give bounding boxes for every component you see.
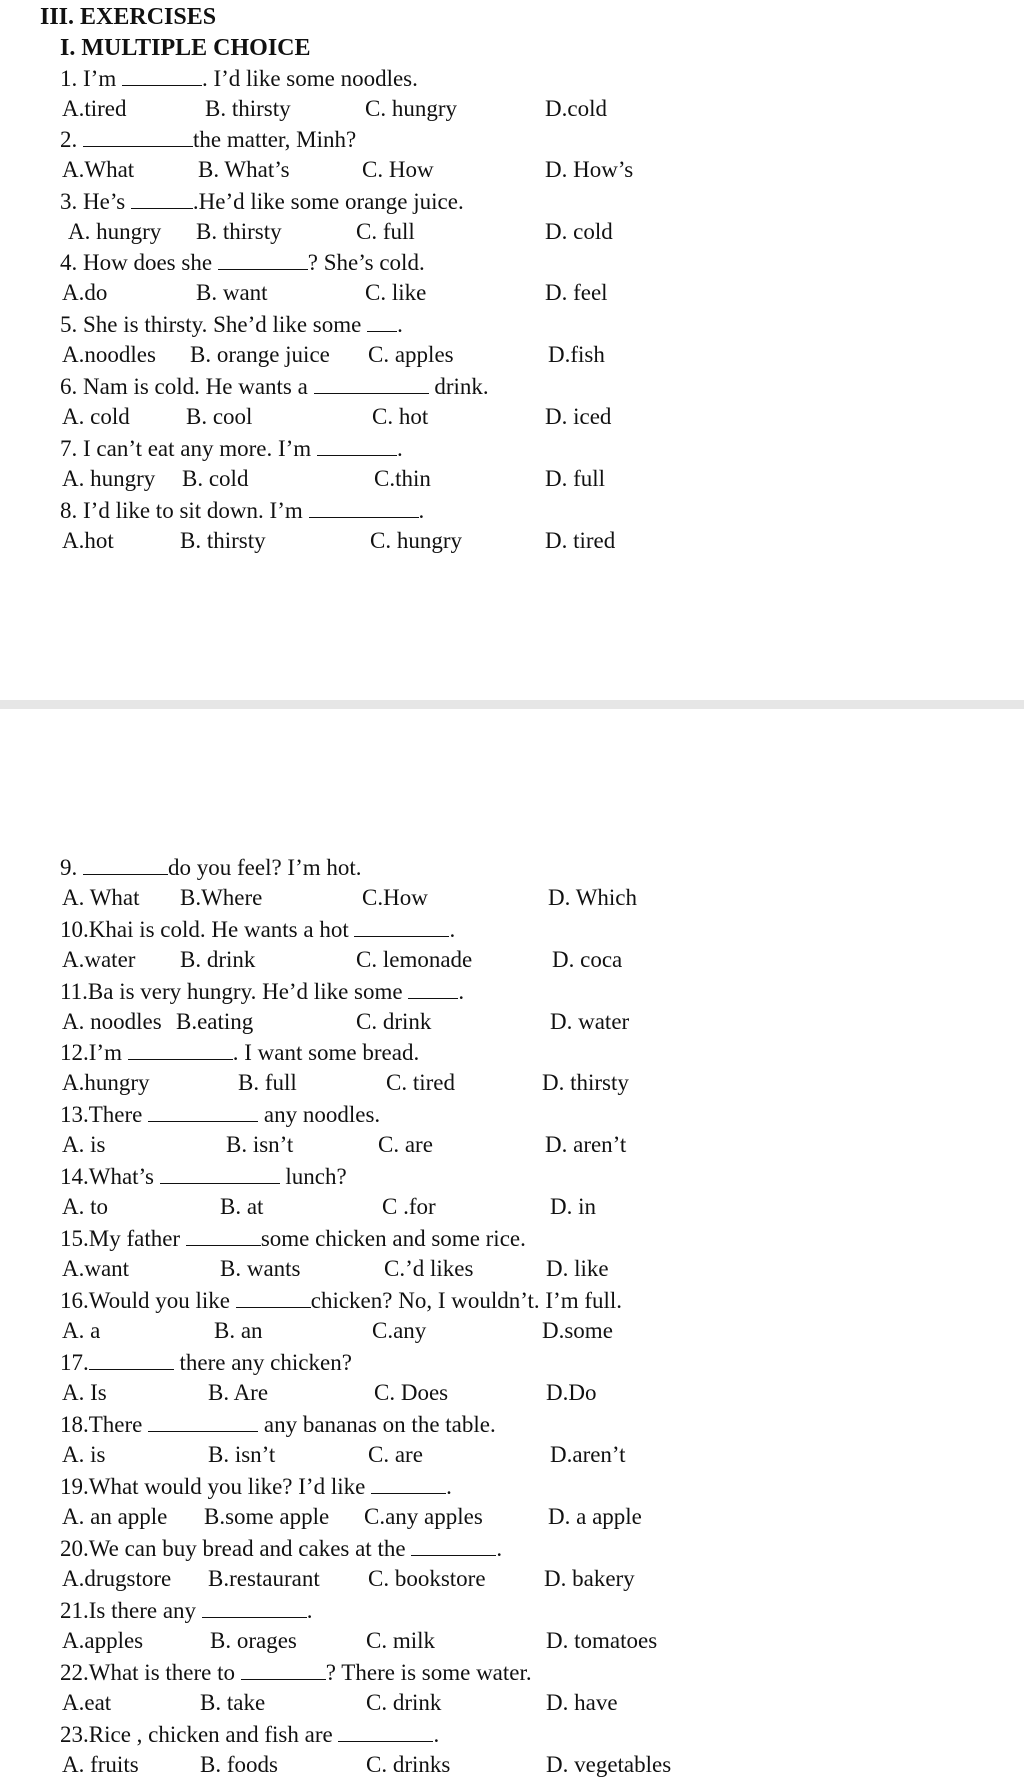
option-a[interactable]: A.drugstore [62, 1566, 172, 1591]
option-c[interactable]: C.’d likes [384, 1256, 474, 1281]
option-a[interactable]: A. is [62, 1442, 106, 1467]
answer-blank[interactable] [338, 1721, 433, 1742]
question-stem-start: Rice , chicken and fish are [88, 1722, 339, 1747]
option-b[interactable]: B. cool [186, 404, 253, 429]
answer-blank[interactable] [122, 65, 202, 86]
options-row [0, 278, 1024, 308]
option-d[interactable]: D.Do [546, 1380, 597, 1405]
options-row [0, 1254, 1024, 1284]
option-b[interactable]: B. thirsty [180, 528, 266, 553]
option-a[interactable]: A. an apple [62, 1504, 168, 1529]
question-stem-start: She is thirsty. She’d like some [83, 312, 368, 337]
option-d[interactable]: D. vegetables [546, 1752, 672, 1777]
question-15 [60, 1224, 526, 1254]
answer-blank[interactable] [131, 188, 193, 209]
question-number: 8. [60, 498, 83, 523]
option-d[interactable]: D. thirsty [542, 1070, 629, 1095]
question-number: 15. [60, 1226, 89, 1251]
option-d[interactable]: D.fish [548, 342, 605, 367]
question-stem-start: What would you like? I’d like [88, 1474, 372, 1499]
question-number: 19. [60, 1474, 89, 1499]
question-stem-start: I’d like to sit down. I’m [83, 498, 309, 523]
option-c[interactable]: C.any [372, 1318, 427, 1343]
answer-blank[interactable] [218, 249, 308, 270]
option-a[interactable]: A. What [62, 885, 140, 910]
answer-blank[interactable] [408, 978, 458, 999]
question-stem-end: .He’d like some orange juice. [192, 189, 464, 214]
option-d[interactable]: D. Which [548, 885, 638, 910]
option-d[interactable]: D. cold [545, 219, 613, 244]
question-11 [60, 977, 464, 1007]
option-b[interactable]: B. drink [180, 947, 256, 972]
options-row [0, 1750, 1024, 1780]
question-number: 6. [60, 374, 83, 399]
options-row [0, 1007, 1024, 1037]
question-17 [60, 1348, 352, 1378]
option-a[interactable]: A.do [62, 280, 108, 305]
option-a[interactable]: A.What [62, 157, 135, 182]
question-stem-end: . [396, 436, 403, 461]
option-a[interactable]: A.tired [62, 96, 127, 121]
option-d[interactable]: D. How’s [545, 157, 634, 182]
question-stem-start: Khai is cold. He wants a hot [88, 917, 355, 942]
options-row [0, 464, 1024, 494]
question-stem-start: Is there any [88, 1598, 202, 1623]
options-row [0, 1130, 1024, 1160]
options-row [0, 1626, 1024, 1656]
option-a[interactable]: A.hot [62, 528, 114, 553]
option-b[interactable]: B. foods [200, 1752, 278, 1777]
option-d[interactable]: D. feel [545, 280, 608, 305]
question-7 [60, 434, 403, 464]
option-c[interactable]: C. lemonade [356, 947, 473, 972]
option-d[interactable]: D. water [550, 1009, 630, 1034]
options-row [0, 1440, 1024, 1470]
option-d[interactable]: D. aren’t [545, 1132, 627, 1157]
option-a[interactable]: A.eat [62, 1690, 112, 1715]
question-number: 17. [60, 1350, 89, 1375]
question-number: 1. [60, 66, 83, 91]
question-stem-end: there any chicken? [173, 1350, 352, 1375]
question-1 [60, 64, 418, 94]
option-b[interactable]: B. wants [220, 1256, 301, 1281]
question-2 [60, 125, 356, 155]
question-stem-end: . I’d like some noodles. [201, 66, 418, 91]
option-d[interactable]: D. like [546, 1256, 609, 1281]
question-number: 12. [60, 1040, 89, 1065]
option-b[interactable]: B. thirsty [205, 96, 291, 121]
option-d[interactable]: D. full [545, 466, 606, 491]
answer-blank[interactable] [367, 311, 397, 332]
option-b[interactable]: B. Are [208, 1380, 269, 1405]
question-number: 18. [60, 1412, 89, 1437]
question-10 [60, 915, 455, 945]
option-a[interactable]: A.apples [62, 1628, 144, 1653]
option-c[interactable]: C. drinks [366, 1752, 451, 1777]
question-stem-start: There [88, 1412, 149, 1437]
question-stem-start: There [88, 1102, 149, 1127]
option-a[interactable]: A. hungry [68, 219, 162, 244]
option-c[interactable]: C. like [365, 280, 427, 305]
option-a[interactable]: A. is [62, 1132, 106, 1157]
option-b[interactable]: B. an [214, 1318, 263, 1343]
question-stem-end: . I want some bread. [232, 1040, 420, 1065]
question-stem-start: I can’t eat any more. I’m [83, 436, 317, 461]
question-number: 21. [60, 1598, 89, 1623]
question-stem-end: . [433, 1722, 440, 1747]
option-b[interactable]: B. thirsty [196, 219, 282, 244]
page-1 [0, 0, 1024, 700]
option-c[interactable]: C.How [362, 885, 428, 910]
option-a[interactable]: A. to [62, 1194, 108, 1219]
question-6 [60, 372, 489, 402]
question-stem-start: He’s [83, 189, 131, 214]
question-number: 16. [60, 1288, 89, 1313]
options-row [0, 1378, 1024, 1408]
question-stem-start: Ba is very hungry. He’d like some [87, 979, 409, 1004]
option-c[interactable]: C. hungry [370, 528, 462, 553]
question-stem-end: . [458, 979, 465, 1004]
question-stem-end: some chicken and some rice. [260, 1226, 526, 1251]
option-c[interactable]: C. full [356, 219, 415, 244]
question-number: 7. [60, 436, 83, 461]
option-b[interactable]: B. at [220, 1194, 264, 1219]
question-stem-end: the matter, Minh? [193, 127, 357, 152]
question-18 [60, 1410, 496, 1440]
option-a[interactable]: A. cold [62, 404, 130, 429]
option-d[interactable]: D. in [550, 1194, 596, 1219]
answer-blank[interactable] [186, 1225, 261, 1246]
options-row [0, 94, 1024, 124]
question-number: 13. [60, 1102, 89, 1127]
question-stem-start: We can buy bread and cakes at the [88, 1536, 412, 1561]
option-d[interactable]: D. coca [552, 947, 623, 972]
option-b[interactable]: B. isn’t [208, 1442, 276, 1467]
question-number: 10. [60, 917, 89, 942]
question-19 [60, 1472, 452, 1502]
option-b[interactable]: B.eating [176, 1009, 254, 1034]
answer-blank[interactable] [83, 854, 168, 875]
answer-blank[interactable] [411, 1535, 496, 1556]
option-c[interactable]: C. are [378, 1132, 433, 1157]
option-a[interactable]: A. hungry [62, 466, 156, 491]
options-row [0, 945, 1024, 975]
question-stem-end: . [418, 498, 425, 523]
option-b[interactable]: B. isn’t [226, 1132, 294, 1157]
question-5 [60, 310, 403, 340]
answer-blank[interactable] [371, 1473, 446, 1494]
question-23 [60, 1720, 439, 1750]
subsection-title: I. MULTIPLE CHOICE [60, 35, 311, 61]
question-number: 9. [60, 855, 83, 880]
question-stem-start: What’s [88, 1164, 160, 1189]
option-c[interactable]: C. drink [366, 1690, 442, 1715]
option-b[interactable]: B. orages [210, 1628, 297, 1653]
option-b[interactable]: B. take [200, 1690, 266, 1715]
option-d[interactable]: D. iced [545, 404, 612, 429]
question-stem-end: drink. [428, 374, 489, 399]
option-c[interactable]: C. milk [366, 1628, 436, 1653]
options-row [0, 883, 1024, 913]
answer-blank[interactable] [309, 497, 419, 518]
question-22 [60, 1658, 532, 1688]
question-number: 20. [60, 1536, 89, 1561]
question-stem-start: I’m [83, 66, 122, 91]
question-stem-end: ? She’s cold. [307, 250, 425, 275]
question-stem-end: do you feel? I’m hot. [168, 855, 362, 880]
question-20 [60, 1534, 502, 1564]
question-stem-start: I’m [88, 1040, 128, 1065]
options-row [0, 1192, 1024, 1222]
question-stem-end: lunch? [279, 1164, 347, 1189]
question-stem-end: chicken? No, I wouldn’t. I’m full. [310, 1288, 623, 1313]
answer-blank[interactable] [317, 435, 397, 456]
option-b[interactable]: B. cold [182, 466, 249, 491]
option-d[interactable]: D. have [546, 1690, 618, 1715]
option-b[interactable]: B. want [196, 280, 268, 305]
option-d[interactable]: D.aren’t [550, 1442, 626, 1467]
question-stem-end: . [306, 1598, 313, 1623]
question-stem-end: . [397, 312, 403, 337]
options-row [0, 1316, 1024, 1346]
option-a[interactable]: A.want [62, 1256, 130, 1281]
question-number: 2. [60, 127, 83, 152]
option-d[interactable]: D. tired [545, 528, 616, 553]
options-row [0, 1068, 1024, 1098]
options-row [0, 402, 1024, 432]
section-title: III. EXERCISES [40, 4, 217, 30]
answer-blank[interactable] [202, 1597, 307, 1618]
option-c[interactable]: C. apples [368, 342, 454, 367]
question-stem-start: Would you like [88, 1288, 236, 1313]
option-c[interactable]: C. are [368, 1442, 423, 1467]
question-number: 23. [60, 1722, 89, 1747]
answer-blank[interactable] [148, 1101, 258, 1122]
question-stem-end: ? There is some water. [325, 1660, 532, 1685]
option-d[interactable]: D. tomatoes [546, 1628, 658, 1653]
option-a[interactable]: A.water [62, 947, 136, 972]
question-number: 14. [60, 1164, 89, 1189]
options-row [0, 340, 1024, 370]
option-b[interactable]: B. full [238, 1070, 297, 1095]
question-4 [60, 248, 425, 278]
page-2 [0, 709, 1024, 1783]
answer-blank[interactable] [354, 916, 449, 937]
option-b[interactable]: B.restaurant [208, 1566, 320, 1591]
question-16 [60, 1286, 622, 1316]
options-row [0, 217, 1024, 247]
question-stem-end: any noodles. [258, 1102, 381, 1127]
option-c[interactable]: C. drink [356, 1009, 432, 1034]
question-stem-start: Nam is cold. He wants a [83, 374, 314, 399]
options-row [0, 526, 1024, 556]
answer-blank[interactable] [83, 126, 193, 147]
options-row [0, 1502, 1024, 1532]
option-c[interactable]: C. hungry [365, 96, 457, 121]
option-c[interactable]: C. tired [386, 1070, 455, 1095]
question-stem-end: . [496, 1536, 503, 1561]
option-d[interactable]: D.some [542, 1318, 613, 1343]
question-stem-end: . [449, 917, 456, 942]
question-21 [60, 1596, 313, 1626]
answer-blank[interactable] [160, 1163, 280, 1184]
option-c[interactable]: C. hot [372, 404, 429, 429]
question-12 [60, 1038, 419, 1068]
question-stem-start: How does she [83, 250, 218, 275]
option-a[interactable]: A.hungry [62, 1070, 150, 1095]
question-3 [60, 187, 464, 217]
option-b[interactable]: B.some apple [204, 1504, 330, 1529]
options-row [0, 155, 1024, 185]
options-row [0, 1688, 1024, 1718]
question-stem-end: any bananas on the table. [258, 1412, 496, 1437]
answer-blank[interactable] [89, 1349, 174, 1370]
option-a[interactable]: A.noodles [62, 342, 156, 367]
option-a[interactable]: A. a [62, 1318, 101, 1343]
answer-blank[interactable] [148, 1411, 258, 1432]
option-d[interactable]: D. a apple [548, 1504, 642, 1529]
question-8 [60, 496, 424, 526]
answer-blank[interactable] [314, 373, 429, 394]
answer-blank[interactable] [128, 1039, 233, 1060]
option-a[interactable]: A. Is [62, 1380, 107, 1405]
page-separator [0, 700, 1024, 709]
option-c[interactable]: C.thin [374, 466, 431, 491]
option-d[interactable]: D.cold [545, 96, 607, 121]
answer-blank[interactable] [236, 1287, 311, 1308]
option-c[interactable]: C. Does [374, 1380, 449, 1405]
option-a[interactable]: A. noodles [62, 1009, 162, 1034]
option-c[interactable]: C .for [382, 1194, 436, 1219]
question-stem-start: My father [88, 1226, 186, 1251]
question-9 [60, 853, 362, 883]
option-c[interactable]: C. How [362, 157, 434, 182]
options-row [0, 1564, 1024, 1594]
option-c[interactable]: C.any apples [364, 1504, 483, 1529]
question-number: 4. [60, 250, 83, 275]
question-number: 5. [60, 312, 83, 337]
question-stem-end: . [446, 1474, 452, 1499]
option-c[interactable]: C. bookstore [368, 1566, 486, 1591]
question-13 [60, 1100, 380, 1130]
question-number: 11. [60, 979, 88, 1004]
option-d[interactable]: D. bakery [544, 1566, 635, 1591]
answer-blank[interactable] [241, 1659, 326, 1680]
option-b[interactable]: B. What’s [198, 157, 290, 182]
question-stem-start: What is there to [88, 1660, 241, 1685]
question-number: 22. [60, 1660, 89, 1685]
option-b[interactable]: B. orange juice [190, 342, 330, 367]
option-a[interactable]: A. fruits [62, 1752, 139, 1777]
question-number: 3. [60, 189, 83, 214]
question-14 [60, 1162, 347, 1192]
option-b[interactable]: B.Where [180, 885, 263, 910]
